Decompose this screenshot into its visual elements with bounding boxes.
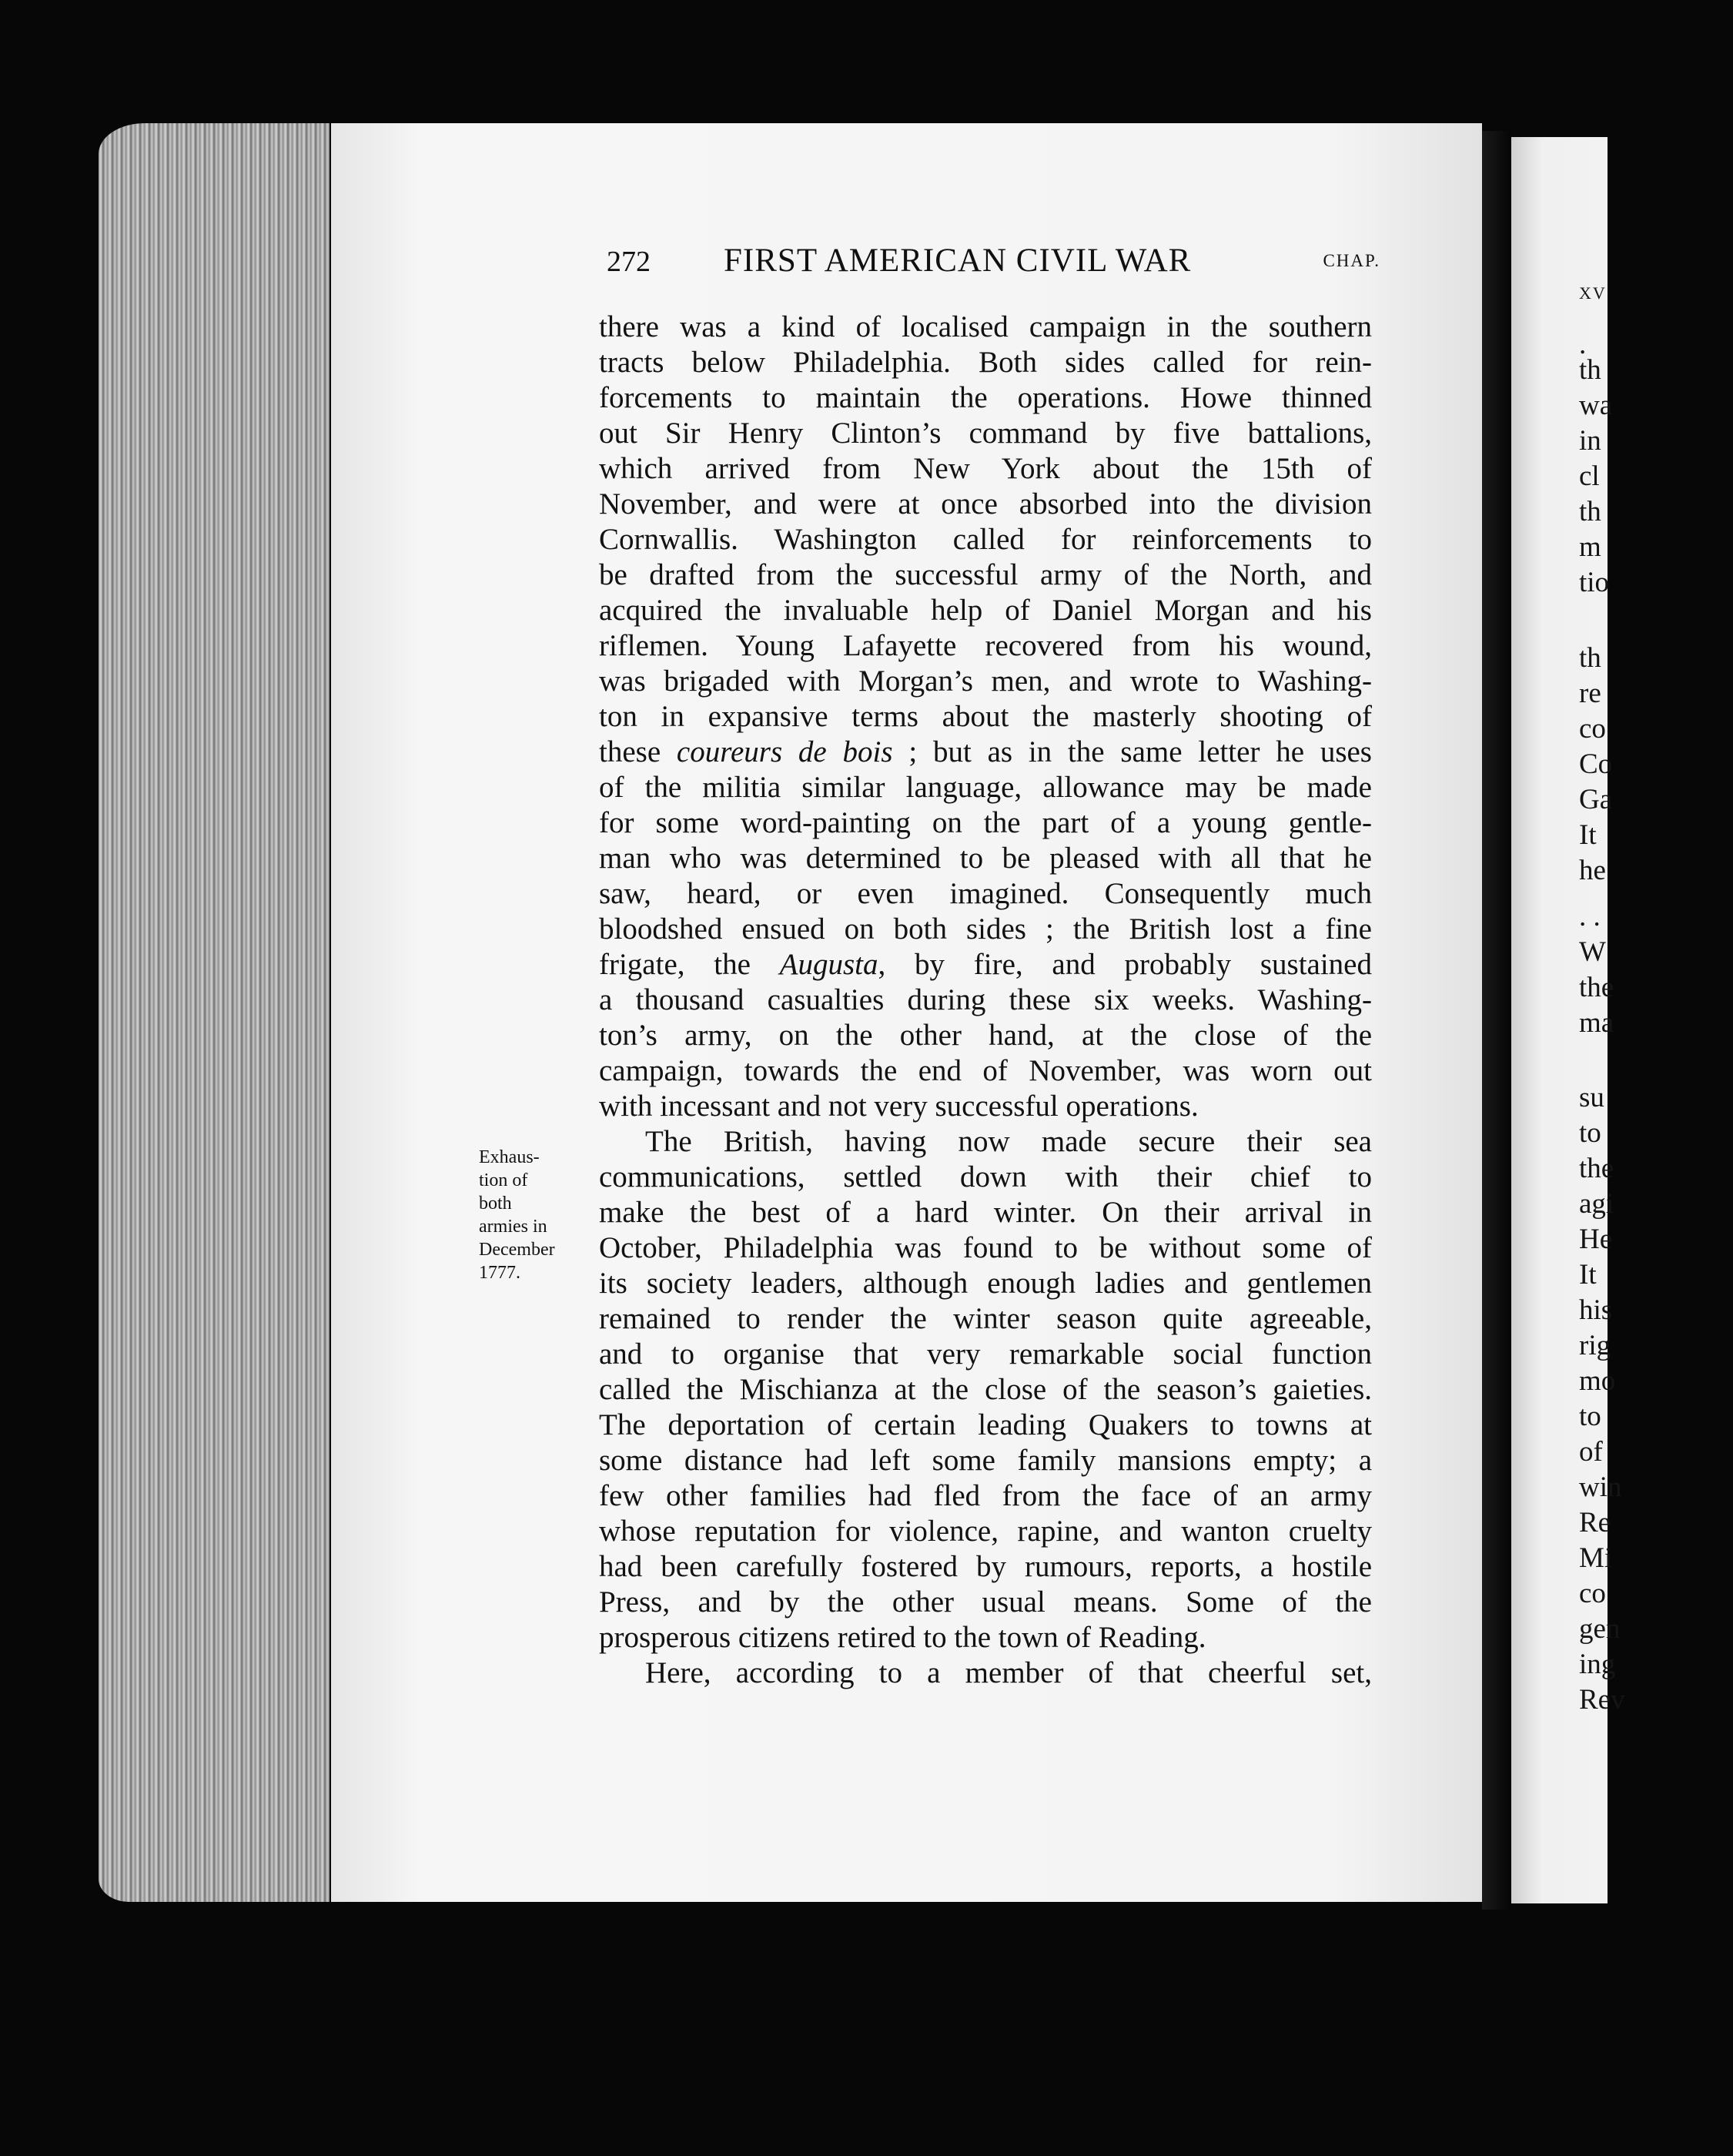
right-page-fragment: Ga <box>1579 784 1613 815</box>
text-line: The deportation of certain leading Quakers to towns at <box>599 1408 1372 1441</box>
right-page <box>1511 137 1625 1903</box>
italic-phrase: Augusta <box>779 948 878 981</box>
right-page-fragment: su <box>1579 1082 1604 1113</box>
text-line: Here, according to a member of that cheerful set, <box>645 1656 1372 1689</box>
right-page-fragment: wa <box>1579 390 1613 421</box>
right-page-fragment: . . <box>1579 901 1601 932</box>
right-page-fragment: the <box>1579 972 1614 1003</box>
marginal-note-line: armies in <box>479 1217 547 1237</box>
marginal-note-line: December <box>479 1240 555 1260</box>
text-line: man who was determined to be pleased with all that he <box>599 842 1372 875</box>
right-page-fragment: the <box>1579 1153 1614 1184</box>
marginal-note-line: both <box>479 1194 512 1214</box>
text-line: and to organise that very remarkable social function <box>599 1337 1372 1371</box>
text-line: make the best of a hard winter. On their arrival in <box>599 1196 1372 1229</box>
right-page-fragment: Rev <box>1579 1684 1625 1716</box>
right-page-fragment: It <box>1579 819 1597 851</box>
right-page-fragment: win <box>1579 1471 1622 1503</box>
body-text <box>599 310 1372 1691</box>
right-page-fragment: m <box>1579 531 1601 563</box>
right-page-fragment: W <box>1579 936 1606 968</box>
marginal-note-line: tion of <box>479 1170 528 1190</box>
right-page-fragment: XV <box>1579 283 1607 303</box>
right-page-fragment: th <box>1579 496 1601 527</box>
marginal-note <box>479 1146 602 1284</box>
text-line: riflemen. Young Lafayette recovered from his wound, <box>599 629 1372 662</box>
text-line: was brigaded with Morgan’s men, and wrote to Washing- <box>599 665 1372 698</box>
right-page-fragment: agi <box>1579 1188 1614 1220</box>
text-line: communications, settled down with their chief to <box>599 1160 1372 1194</box>
text-line: November, and were at once absorbed into the division <box>599 487 1372 521</box>
text-line: with incessant and not very successful operations. <box>599 1090 1199 1123</box>
right-page-fragment: mo <box>1579 1365 1616 1397</box>
text-segment: these <box>599 735 677 768</box>
text-line: which arrived from New York about the 15th of <box>599 452 1372 485</box>
page-edges <box>99 123 330 1902</box>
text-line: Cornwallis. Washington called for reinforcements to <box>599 523 1372 556</box>
text-line: whose reputation for violence, rapine, and wanton cruelty <box>599 1515 1372 1548</box>
page-number: 272 <box>607 246 651 278</box>
right-page-fragment: rig <box>1579 1330 1611 1361</box>
right-page-fragment: to <box>1579 1401 1601 1432</box>
right-page-fragment: gen <box>1579 1613 1621 1645</box>
running-title: FIRST AMERICAN CIVIL WAR <box>724 243 1192 279</box>
text-line: some distance had left some family mansions empty; a <box>599 1444 1372 1477</box>
right-page-fragment: ing <box>1579 1649 1616 1680</box>
text-line: be drafted from the successful army of the North, and <box>599 558 1372 591</box>
right-page-fragment: th <box>1579 642 1601 674</box>
right-page-fragment: Re <box>1579 1507 1611 1538</box>
text-line: bloodshed ensued on both sides ; the British lost a fine <box>599 912 1372 946</box>
text-line: ton’s army, on the other hand, at the close of the <box>599 1019 1372 1052</box>
text-line <box>599 735 1372 770</box>
text-line: ton in expansive terms about the masterly shooting of <box>599 700 1372 733</box>
text-line: of the militia similar language, allowance may be made <box>599 771 1372 804</box>
right-page-fragment: co <box>1579 713 1606 745</box>
text-line: there was a kind of localised campaign in the southern <box>599 310 1372 343</box>
italic-phrase: coureurs de bois <box>676 735 893 768</box>
right-page-fragment: th <box>1579 354 1601 386</box>
text-line: acquired the invaluable help of Daniel Morgan and his <box>599 594 1372 627</box>
text-line: campaign, towards the end of November, was worn out <box>599 1054 1372 1087</box>
right-page-fragment: of <box>1579 1436 1603 1468</box>
text-line: called the Mischianza at the close of the season’s gaieties. <box>599 1373 1372 1406</box>
book-gutter <box>1482 131 1511 1910</box>
text-line: for some word-painting on the part of a young gentle- <box>599 806 1372 839</box>
text-line: saw, heard, or even imagined. Consequently much <box>599 877 1372 910</box>
text-segment: , by fire, and probably sustained <box>878 948 1372 981</box>
text-line: remained to render the winter season quite agreeable, <box>599 1302 1372 1335</box>
text-line: Press, and by the other usual means. Some of the <box>599 1585 1372 1619</box>
right-page-fragment: He <box>1579 1224 1613 1255</box>
text-line: prosperous citizens retired to the town of Reading. <box>599 1621 1206 1654</box>
running-head <box>607 245 1380 291</box>
marginal-note-line: Exhaus- <box>479 1147 540 1167</box>
text-line: few other families had fled from the face of an army <box>599 1479 1372 1512</box>
right-page-fragment: he <box>1579 855 1606 886</box>
right-page-fragment: re <box>1579 678 1601 709</box>
right-page-fragment: co <box>1579 1578 1606 1609</box>
right-page-fragment: cl <box>1579 460 1600 492</box>
text-line <box>599 947 1372 983</box>
right-page-fragment: ma <box>1579 1007 1614 1039</box>
marginal-note-line: 1777. <box>479 1263 520 1283</box>
right-page-fragment: tio <box>1579 567 1610 598</box>
text-line: The British, having now made secure their sea <box>645 1125 1372 1158</box>
right-page-fragment: Mi <box>1579 1542 1613 1574</box>
right-page-fragment: in <box>1579 425 1601 457</box>
text-segment: frigate, the <box>599 948 780 981</box>
text-line: had been carefully fostered by rumours, reports, a hostile <box>599 1550 1372 1583</box>
text-line: October, Philadelphia was found to be without some of <box>599 1231 1372 1264</box>
right-page-fragment: his <box>1579 1294 1613 1326</box>
right-page-fragment: Co <box>1579 748 1613 780</box>
text-line: out Sir Henry Clinton’s command by five battalions, <box>599 417 1372 450</box>
text-line: its society leaders, although enough ladies and gentlemen <box>599 1267 1372 1300</box>
right-page-fragment: to <box>1579 1117 1601 1149</box>
text-line: a thousand casualties during these six weeks. Washing- <box>599 983 1372 1016</box>
chapter-abbrev: CHAP. <box>1323 251 1380 270</box>
text-segment: ; but as in the same letter he uses <box>892 735 1372 768</box>
text-line: tracts below Philadelphia. Both sides called for rein- <box>599 346 1372 379</box>
right-page-fragment: . <box>1579 329 1587 360</box>
right-page-fragment: It <box>1579 1259 1597 1291</box>
text-line: forcements to maintain the operations. Howe thinned <box>599 381 1372 414</box>
